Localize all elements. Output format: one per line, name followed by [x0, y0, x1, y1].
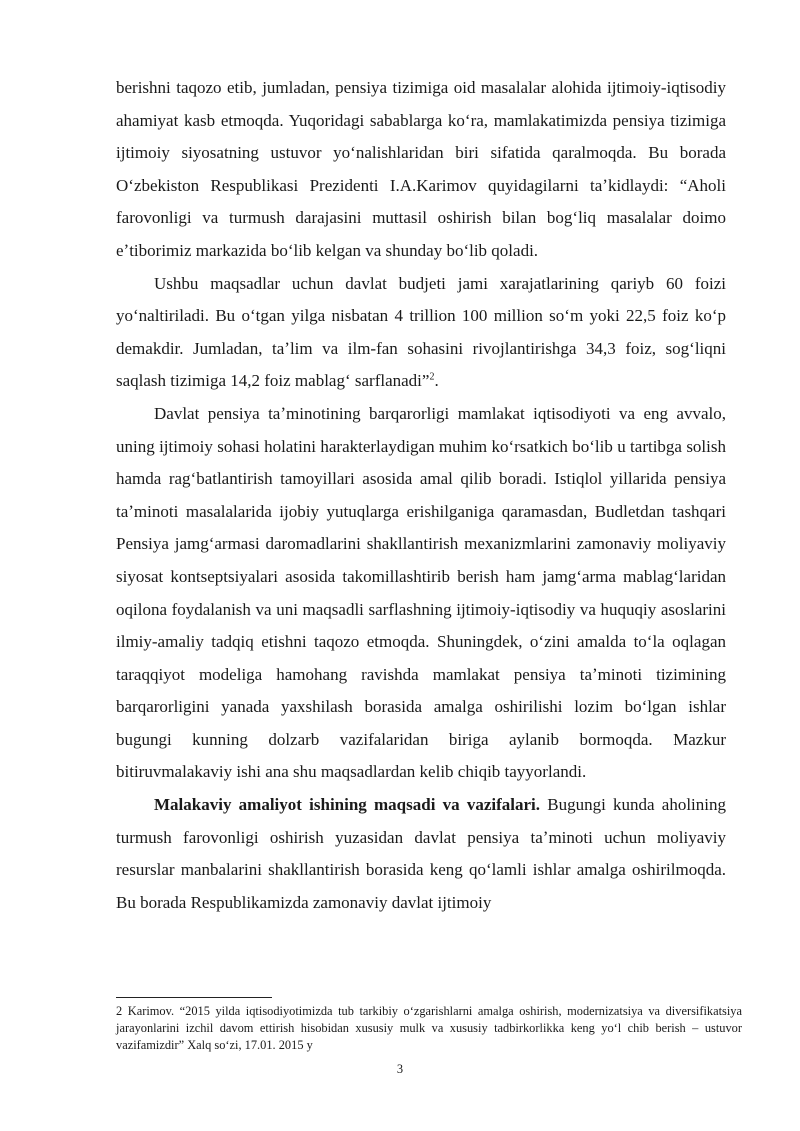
page-number: 3	[396, 1062, 404, 1076]
paragraph-continuation: berishni taqozo etib, jumladan, pensiya tizimiga oid masalalar alohida ijtimoiy-iqtisodiy ahamiyat kasb etmoqda. Yuqoridagi sabablarga koʻra, mamlakatimizda pensiya tizimiga ijtimoiy siyosatning ustuvor yoʻnalishlaridan biri sifatida qaralmoqda. Bu borada Oʻzbekiston Respublikasi Prezidenti I.A.Karimov quyidagilarni taʼkidlaydi: “Aholi farovonligi va turmush darajasini muttasil oshirish bilan bogʻliq masalalar doimo eʼtiborimiz markazida boʻlib kelgan va shunday boʻlib qoladi.	[116, 78, 726, 260]
section-heading-inline: Malakaviy amaliyot ishining maqsadi va vazifalari.	[154, 795, 541, 815]
paragraph-pension-stability: Davlat pensiya taʼminotining barqarorligi mamlakat iqtisodiyoti va eng avvalo, uning ijtimoiy sohasi holatini harakterlaydigan muhim koʻrsatkich boʻlib u tartibga solish hamda ragʻbatlantirish tamoyillari asosida amal qilib boradi. Istiqlol yillarida pensiya taʼminoti masalalarida ijobiy yutuqlarga erishilganiga qaramasdan, Budletdan tashqari Pensiya jamgʻarmasi daromadlarini shakllantirish mexanizmlarini zamonaviy moliyaviy siyosat kontseptsiyalari asosida takomillashtirib berish ham jamgʻarma mablagʻlaridan oqilona foydalanish va uni maqsadli sarflashning ijtimoiy-iqtisodiy va huquqiy asoslarini ilmiy-amaliy tadqiq etishni taqozo etmoqda. Shuningdek, oʻzini amalda toʻla oqlagan taraqqiyot modeliga hamohang ravishda mamlakat pensiya taʼminoti tizimining barqarorligini yanada yaxshilash borasida amalga oshirilishi lozim boʻlgan ishlar bugungi kunning dolzarb vazifalaridan biriga aylanib bormoqda. Mazkur bitiruvmalakaviy ishi ana shu maqsadlardan kelib chiqib tayyorlandi.	[116, 403, 726, 782]
paragraph-goals-text: Bugungi kunda aholining turmush farovonligi oshirish yuzasidan davlat pensiya taʼminoti uchun moliyaviy resurslar manbalarini shakllantirish borasida keng qoʻlamli ishlar amalga oshirilmoqda. Bu borada Respublikamizda zamonaviy davlat ijtimoiy	[116, 795, 726, 912]
body-text	[116, 72, 726, 919]
paragraph-goals	[116, 789, 726, 919]
footnote-separator	[116, 997, 272, 998]
footnote: 2 Karimov. “2015 yilda iqtisodiyotimizda tub tarkibiy oʻzgarishlarni amalga oshirish, modernizatsiya va diversifikatsiya jarayonlarini izchil davom ettirish hisobidan xususiy mulk va xususiy tadbirkorlikka keng yoʻl chib berish – ustuvor vazifamizdir” Xalq soʻzi, 17.01. 2015 y	[116, 1004, 742, 1052]
footnote-reference: 2	[429, 371, 435, 383]
paragraph-budget-end: .	[434, 371, 439, 391]
paragraph-budget	[116, 268, 726, 398]
paragraph-budget-text: Ushbu maqsadlar uchun davlat budjeti jami xarajatlarining qariyb 60 foizi yoʻnaltiriladi. Bu oʻtgan yilga nisbatan 4 trillion 100 million soʻm yoki 22,5 foiz koʻp demakdir. Jumladan, taʼlim va ilm-fan sohasini rivojlantirishga 34,3 foiz, sogʻliqni saqlash tizimiga 14,2 foiz mablagʻ sarflanadi”	[116, 273, 726, 391]
